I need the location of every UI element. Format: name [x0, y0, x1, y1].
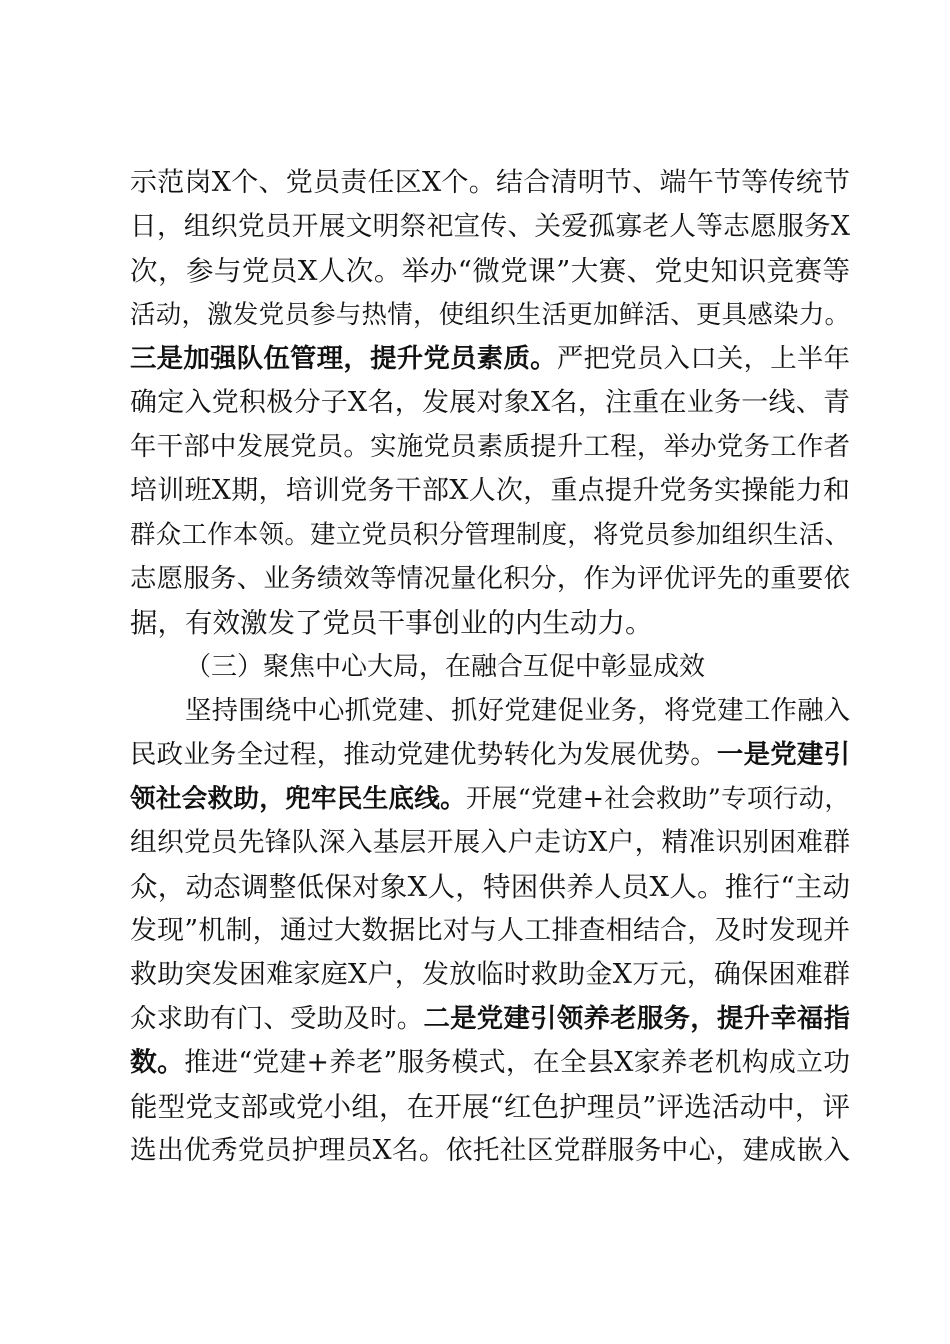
text-line: 志愿服务、业务绩效等情况量化积分，作为评优评先的重要依: [130, 564, 850, 594]
text-line: 发现”机制，通过大数据比对与人工排查相结合，及时发现并: [130, 915, 850, 946]
text-line: 年干部中发展党员。实施党员素质提升工程，举办党务工作者: [130, 432, 850, 462]
text-line: 示范岗X个、党员责任区X个。结合清明节、端午节等传统节: [130, 167, 850, 198]
text-line: 领社会救助，兜牢民生底线。开展“党建+社会救助”专项行动，: [130, 784, 851, 814]
text-line: 日，组织党员开展文明祭祀宣传、关爱孤寡老人等志愿服务X: [130, 211, 850, 242]
bold-lead-phrase: 二是党建引领养老服务，提升幸福指: [423, 1003, 850, 1034]
text-line: 救助突发困难家庭X户，发放临时救助金X万元，确保困难群: [130, 959, 850, 990]
text-line: 民政业务全过程，推动党建优势转化为发展优势。一是党建引: [130, 739, 850, 770]
text-line: 众求助有门、受助及时。二是党建引领养老服务，提升幸福指: [130, 1003, 850, 1034]
text-line: 群众工作本领。建立党员积分管理制度，将党员参加组织生活、: [130, 520, 850, 550]
bold-lead-phrase: 一是党建引: [716, 739, 850, 770]
text-line: 三是加强队伍管理，提升党员素质。严把党员入口关，上半年: [130, 343, 850, 374]
text-line: 组织党员先锋队深入基层开展入户走访X户，精准识别困难群: [130, 827, 850, 858]
text-line: 众，动态调整低保对象X人，特困供养人员X人。推行“主动: [130, 871, 850, 903]
text-line: 据，有效激发了党员干事创业的内生动力。: [130, 607, 653, 639]
bold-lead-phrase: 三是加强队伍管理，提升党员素质。: [130, 343, 557, 374]
text-line: 活动，激发党员参与热情，使组织生活更加鲜活、更具感染力。: [130, 300, 850, 330]
text-line: 培训班X期，培训党务干部X人次，重点提升党务实操能力和: [130, 475, 850, 506]
section-heading: （三）聚焦中心大局，在融合互促中彰显成效: [185, 652, 706, 682]
text-line: 坚持围绕中心抓党建、抓好党建促业务，将党建工作融入: [185, 696, 850, 726]
text-line: 数。推进“党建+养老”服务模式，在全县X家养老机构成立功: [130, 1047, 850, 1078]
text-line: 次，参与党员X人次。举办“微党课”大赛、党史知识竞赛等: [130, 255, 850, 287]
bold-lead-phrase: 数。: [130, 1047, 185, 1078]
text-line: 选出优秀党员护理员X名。依托社区党群服务中心，建成嵌入: [130, 1135, 850, 1166]
text-line: 确定入党积极分子X名，发展对象X名，注重在业务一线、青: [130, 387, 850, 418]
bold-lead-phrase: 领社会救助，兜牢民生底线。: [130, 784, 466, 814]
text-line: 能型党支部或党小组，在开展“红色护理员”评选活动中，评: [130, 1091, 850, 1123]
